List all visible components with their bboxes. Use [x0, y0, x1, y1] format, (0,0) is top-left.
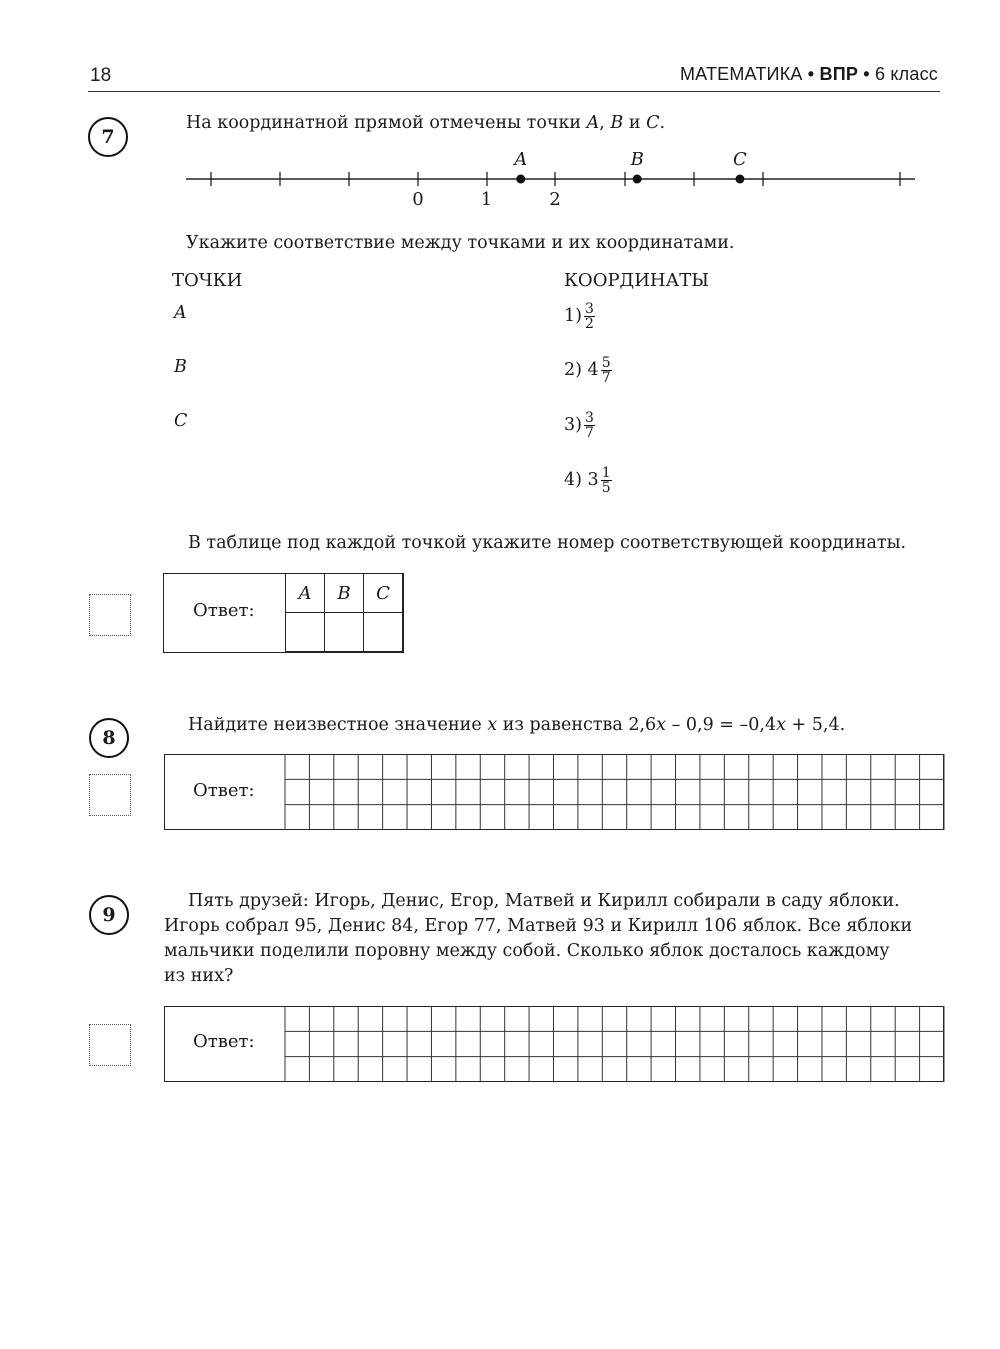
task9-line-4: из них? — [164, 966, 234, 986]
coord-denominator: 2 — [584, 316, 594, 332]
number-line-tick-label: 0 — [412, 189, 424, 210]
header-subject: МАТЕМАТИКА — [679, 64, 803, 84]
answer-cell-a[interactable] — [286, 613, 325, 652]
answer-header-a: A — [286, 574, 325, 613]
number-line-tick-label: 2 — [549, 189, 561, 210]
answer-cell-c[interactable] — [364, 613, 403, 652]
point-label-a: A — [174, 303, 187, 323]
coord-whole: 4 — [587, 360, 599, 380]
coord-whole: 3 — [587, 470, 599, 490]
coord-denominator: 7 — [601, 370, 611, 386]
header-grade: 6 класс — [874, 64, 938, 84]
header-bullet-1: • — [807, 64, 815, 84]
task7-instruction: Укажите соответствие между точками и их координатами. — [186, 233, 735, 253]
number-line-point-label-c: C — [733, 149, 747, 170]
task8-var-2: x — [656, 715, 667, 735]
coord-denominator: 7 — [584, 425, 594, 441]
task7-prompt-sep2: и — [623, 113, 647, 133]
task9-line-1: Пять друзей: Игорь, Денис, Егор, Матвей и Кирилл собирали в саду яблоки. — [188, 891, 900, 911]
task7-answer-table — [285, 573, 403, 652]
answer-header-b: B — [325, 574, 364, 613]
task8-score-box — [89, 774, 131, 816]
task9-score-box — [89, 1024, 131, 1066]
coord-index: 1) — [564, 306, 582, 326]
header-bullet-2: • — [863, 64, 870, 84]
number-line-point-label-b: B — [630, 149, 644, 170]
task8-prompt-mid: из равенства 2,6 — [497, 715, 657, 735]
coordinate-option-2 — [564, 356, 612, 385]
task7-number-badge: 7 — [88, 117, 128, 157]
number-line-point-a — [516, 175, 525, 184]
answer-cell-b[interactable] — [325, 613, 364, 652]
number-line — [0, 0, 1000, 230]
coordinate-option-1 — [564, 302, 595, 331]
number-line-point-b — [633, 175, 642, 184]
task7-prompt-a: A — [586, 113, 600, 133]
task7-prompt-sep1: , — [599, 113, 611, 133]
coord-index: 2) — [564, 360, 582, 380]
task7-score-box — [89, 594, 131, 636]
task8-prompt — [188, 712, 845, 738]
number-line-point-c — [735, 175, 744, 184]
coord-denominator: 5 — [601, 480, 611, 496]
number-line-tick-label: 1 — [480, 189, 493, 210]
coord-numerator: 1 — [601, 465, 611, 481]
coord-fraction — [601, 466, 612, 495]
coord-numerator: 3 — [584, 301, 594, 317]
task8-eq-part3: + 5,4. — [785, 715, 846, 735]
task9-line-2: Игорь собрал 95, Денис 84, Егор 77, Матвей 93 и Кирилл 106 яблок. Все яблоки — [164, 916, 913, 936]
page-number: 18 — [90, 65, 112, 86]
task8-prompt-text: Найдите неизвестное значение — [188, 715, 488, 735]
task9-answer-label: Ответ: — [193, 1031, 255, 1052]
task7-prompt-c: C — [646, 113, 660, 133]
task7-prompt-b: B — [610, 113, 624, 133]
point-label-b: B — [174, 357, 187, 377]
coord-fraction — [601, 356, 612, 385]
coord-index: 4) — [564, 470, 582, 490]
task9-answer-grid[interactable] — [285, 1006, 944, 1082]
task9-line-3: мальчики поделили поровну между собой. Сколько яблок досталось каждому — [164, 941, 890, 961]
point-label-c: C — [174, 411, 188, 431]
number-line-point-label-a: A — [514, 149, 528, 170]
task8-var-3: x — [776, 715, 786, 735]
header-exam: ВПР — [819, 64, 859, 84]
coord-fraction — [584, 411, 595, 440]
task8-answer-label: Ответ: — [193, 780, 255, 801]
coord-numerator: 3 — [584, 410, 594, 426]
coordinate-option-4 — [564, 466, 612, 495]
task8-number-badge: 8 — [89, 718, 129, 758]
task7-prompt-end: . — [659, 113, 666, 133]
points-header: ТОЧКИ — [172, 270, 243, 291]
coord-index: 3) — [564, 415, 582, 435]
coordinate-option-3 — [564, 411, 595, 440]
coord-fraction — [584, 302, 595, 331]
task7-table-instruction: В таблице под каждой точкой укажите номер соответствующей координаты. — [188, 533, 907, 553]
task8-answer-grid[interactable] — [285, 754, 944, 830]
task7-prompt-text: На координатной прямой отмечены точки — [186, 113, 587, 133]
answer-header-c: C — [364, 574, 403, 613]
task9-number-badge: 9 — [89, 895, 129, 935]
task7-answer-label: Ответ: — [193, 600, 255, 621]
task8-eq-part2: – 0,9 = –0,4 — [666, 715, 777, 735]
task8-var: x — [487, 715, 498, 735]
coord-numerator: 5 — [601, 355, 611, 371]
coordinates-header: КООРДИНАТЫ — [564, 270, 709, 291]
